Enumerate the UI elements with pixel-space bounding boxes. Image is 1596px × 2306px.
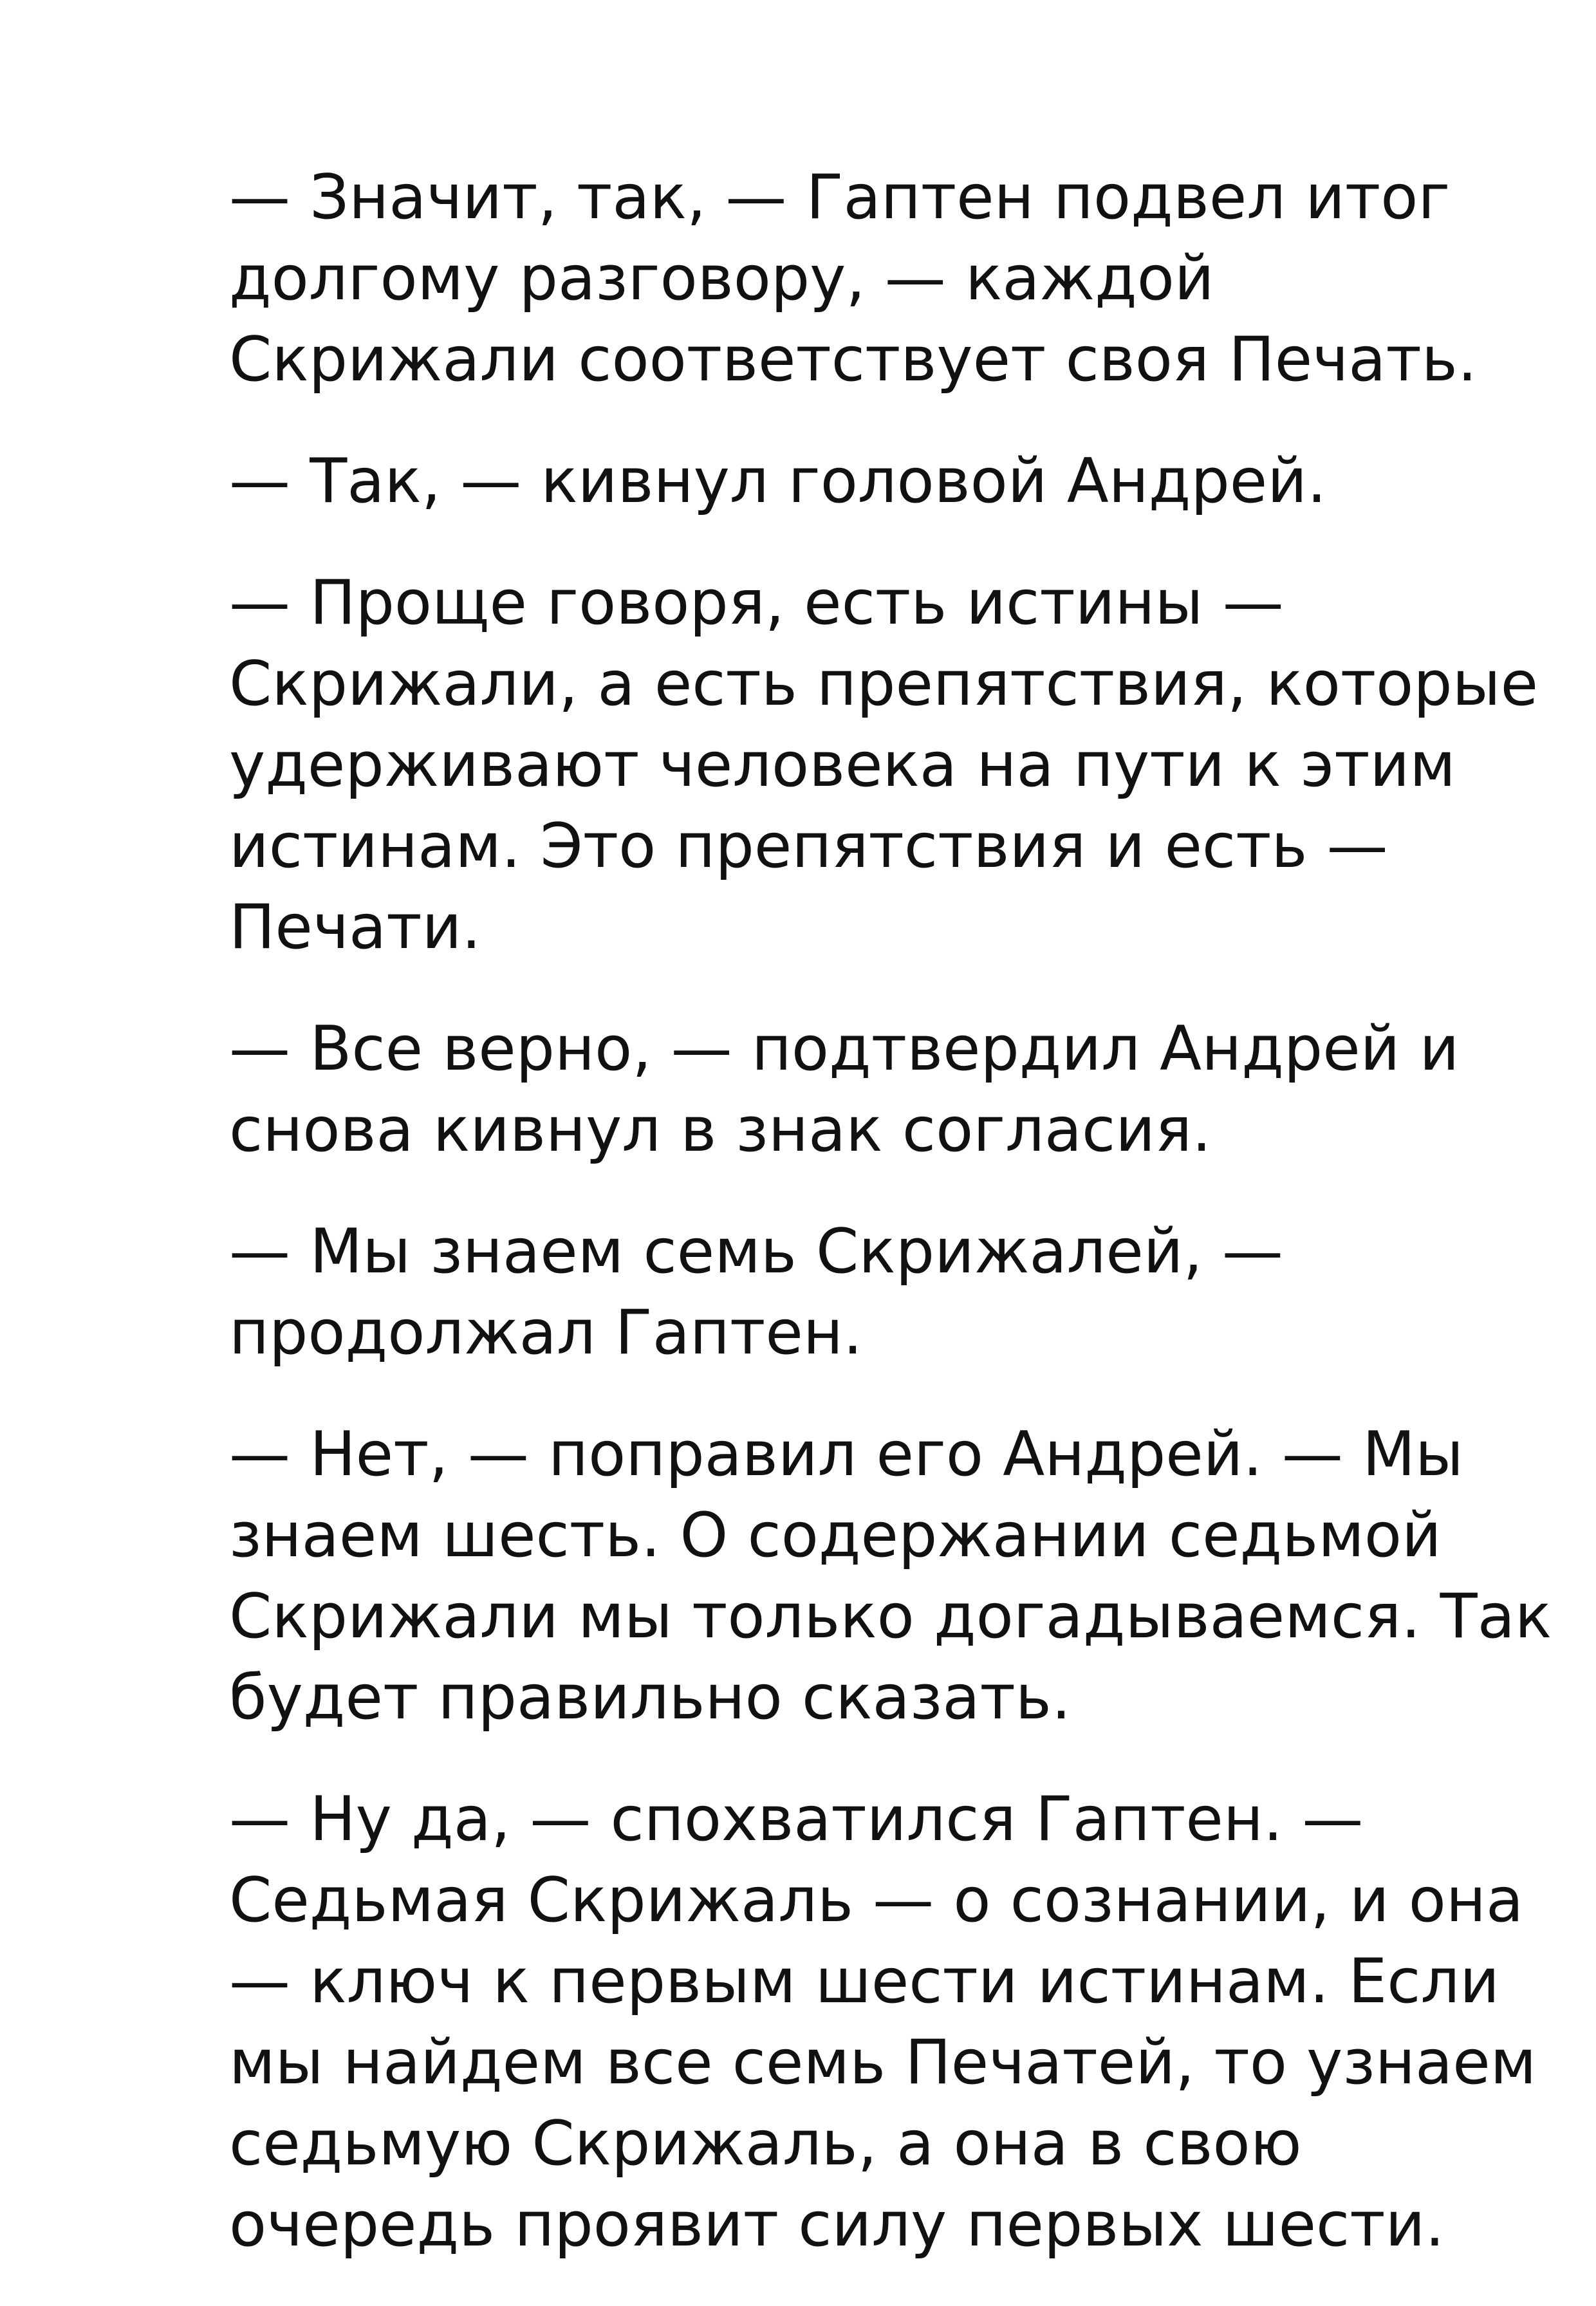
text-line: Скрижали соответствует своя Печать. (229, 324, 1478, 395)
text-line: мы найдем все семь Печатей, то узнаем (229, 2027, 1537, 2098)
text-line: Скрижали мы только догадываемся. Так (229, 1581, 1552, 1652)
text-line: снова кивнул в знак согласия. (229, 1095, 1212, 1166)
paragraph-5 (229, 1211, 1516, 1373)
text-line: Скрижали, а есть препятствия, которые (229, 649, 1539, 720)
text-line: — Так, — кивнул головой Андрей. (229, 446, 1327, 517)
paragraph-7 (229, 1779, 1537, 2265)
paragraph-2 (229, 441, 1516, 522)
text-line: — Проще говоря, есть истины — (229, 568, 1284, 638)
text-line: седьмую Скрижаль, а она в свою (229, 2108, 1302, 2179)
text-line: — Нет, — поправил его Андрей. — Мы (229, 1419, 1464, 1490)
paragraph-6 (229, 1414, 1552, 1738)
text-line: — Ну да, — спохватился Гаптен. — (229, 1784, 1364, 1855)
text-line: очередь проявит силу первых шести. (229, 2190, 1445, 2260)
paragraph-4 (229, 1009, 1516, 1171)
text-line: истинам. Это препятствия и есть — (229, 811, 1388, 882)
text-line: — ключ к первым шести истинам. Если (229, 1946, 1499, 2017)
text-line: Печати. (229, 892, 481, 963)
text-line: удерживают человека на пути к этим (229, 730, 1456, 801)
paragraph-3 (229, 563, 1539, 968)
text-line: продолжал Гаптен. (229, 1297, 863, 1368)
text-line: знаем шесть. О содержании седьмой (229, 1500, 1442, 1571)
text-line: — Значит, так, — Гаптен подвел итог (229, 162, 1451, 233)
paragraph-1 (229, 157, 1516, 400)
text-line: — Мы знаем семь Скрижалей, — (229, 1216, 1283, 1287)
text-line: Седьмая Скрижаль — о сознании, и она (229, 1865, 1524, 1936)
text-line: долгому разговору, — каждой (229, 243, 1214, 314)
text-line: будет правильно сказать. (229, 1662, 1072, 1733)
text-line: — Все верно, — подтвердил Андрей и (229, 1014, 1460, 1084)
body-text (229, 157, 1552, 2306)
